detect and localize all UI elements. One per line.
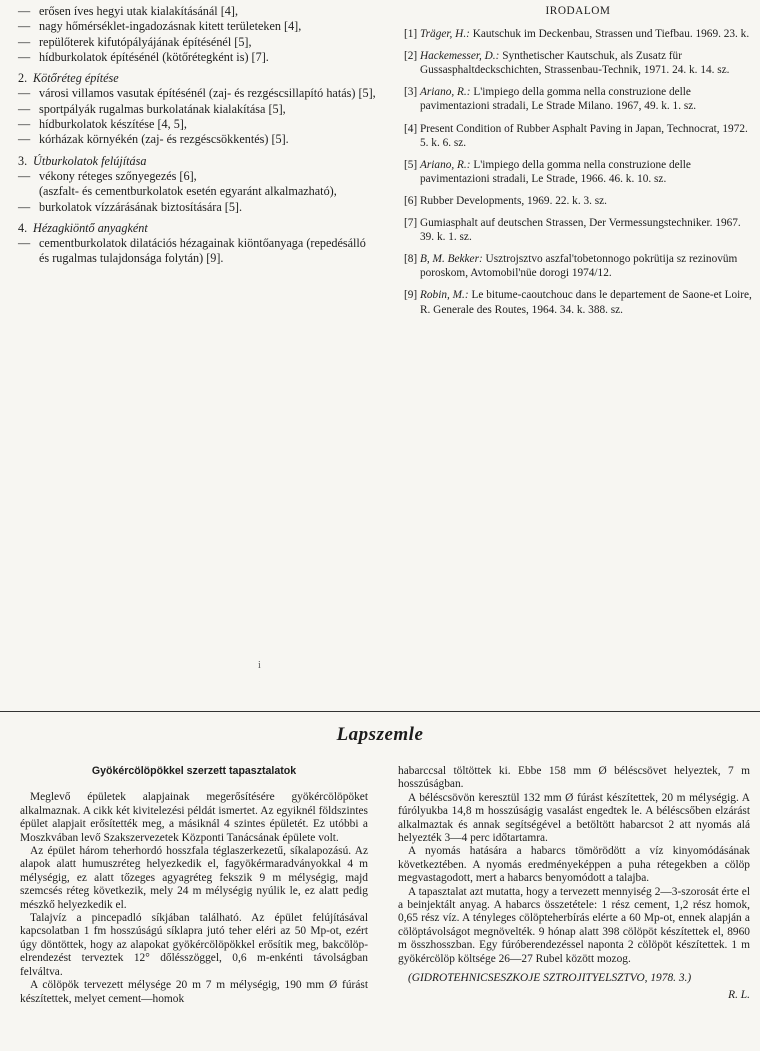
reference-number: [5] [404, 158, 418, 171]
list-item-text: erősen íves hegyi utak kialakításánál [4], [39, 4, 238, 18]
list-item [18, 200, 378, 215]
article-paragraph: A nyomás hatására a habarcs tömörödött a víz kinyomódásának következtében. A nyomás eredményeképpen a puha rétegekben a cölöp megvastagodott, mert a habarcs benyomódott a talajba. [398, 845, 750, 885]
reference-item [404, 122, 752, 150]
list-item-text: burkolatok vízzárásának biztosítására [5]. [39, 199, 243, 214]
list-item [18, 102, 378, 117]
list-item [18, 86, 378, 101]
application-sections [18, 71, 378, 267]
article-paragraph: Talajvíz a pincepadló síkjában található. Az épület felújításával kapcsolatban 1 fm hosszúságú síklapra jutó teher eléri az 50 Mp-ot, ezért úgy döntöttek, hogy az alapokat gyökércölöpökkel erősítik meg, bakcölöp-elrendezést terveztek 12° dőlésszöggel, 0,6 m-enkénti távolságban felváltva. [20, 912, 368, 978]
references-heading: IRODALOM [545, 5, 611, 17]
article-signature: R. L. [728, 988, 750, 1001]
article-title: Gyökércölöpökkel szerzett tapasztalatok [91, 765, 297, 777]
section-note: (aszfalt- és cementburkolatok esetén egyaránt alkalmazható), [39, 184, 337, 199]
reference-author: B, M. Bekker: [420, 253, 483, 266]
reference-body: Usztrojsztvo aszfal'tobetonnogo pokrütija sz rezinovüm poroskom, Avtomobil'nüe dorogi 1974/12. [420, 253, 738, 280]
reference-item [404, 288, 752, 316]
dash-bullet: — [18, 236, 31, 251]
list-item [18, 236, 378, 267]
reference-text [420, 85, 752, 113]
article-paragraph: A tapasztalat azt mutatta, hogy a tervezett mennyiség 2—3-szorosát érte el a beinjektált anyag. A habarcs összetétele: 1 rész cement, 1,2 rész homok, 0,65 rész víz. A tényleges cölöpteherbírás elérte a 60 Mp-ot, ennek alapján a cölöptávolságot megnövelték. 9 hónap alatt 398 cölöpöt készítettek el, 8960 m összhosszban. Egy fúróberendezéssel naponta 2 cölöpöt készítettek. 1 m gyökércölöp költsége 26—27 Rubel között mozog. [398, 885, 750, 965]
list-item-text: hídburkolatok építésénél (kötőrétegként is) [7]. [39, 49, 269, 64]
reference-item [404, 252, 752, 280]
dash-bullet: — [18, 199, 31, 214]
reference-text [420, 288, 752, 316]
section-divider [0, 711, 760, 712]
section-title: Lapszemle [336, 724, 424, 745]
reference-number: [2] [404, 50, 418, 63]
reference-item [404, 27, 752, 41]
dash-bullet: — [18, 132, 31, 147]
reference-body: Le bitume-caoutchouc dans le departement de Saone-et Loire, R. Generale des Routes, 1964. 34. k. 388. sz. [420, 289, 752, 316]
reference-number: [7] [404, 217, 418, 230]
article-paragraph: Meglevő épületek alapjainak megerősítésére gyökércölöpöket alkalmaznak. A cikk két kivitelezési példát ismertet. Az egyiknél földszintes épület alapjait erősítették meg, a másiknál 4 szintes épületét. Ez utóbbi a Moszkvában levő Szakszervezetek Központi Tanácsának épülete volt. [20, 791, 368, 844]
article-paragraph: habarccsal töltöttek ki. Ebbe 158 mm Ø béléscsövet helyeztek, 7 m hosszúságban. [398, 765, 750, 791]
section-title: Hézagkiöntő anyagként [33, 220, 148, 235]
reference-author: Robin, M.: [420, 289, 469, 302]
article-right-column [398, 765, 750, 1002]
reference-text [420, 194, 752, 208]
reference-text [420, 158, 752, 186]
section-title: Kötőréteg építése [33, 71, 119, 86]
continued-list [18, 4, 378, 65]
section-number: 2. [18, 71, 28, 86]
dash-bullet: — [18, 101, 31, 116]
reference-text [420, 216, 752, 244]
reference-author: Träger, H.: [420, 28, 470, 41]
dash-bullet: — [18, 49, 31, 64]
reference-text [420, 49, 752, 77]
reference-body: Rubber Developments, 1969. 22. k. 3. sz. [420, 194, 607, 207]
dash-bullet: — [18, 34, 31, 49]
list-item [18, 19, 378, 34]
list-item [18, 50, 378, 65]
reference-author: Hackemesser, D.: [420, 50, 500, 63]
reference-author: Ariano, R.: [420, 86, 471, 99]
top-left-column [18, 4, 378, 267]
section-heading [18, 154, 378, 169]
section-title: Útburkolatok felújítása [33, 153, 147, 168]
reference-number: [6] [404, 194, 418, 207]
list-item-text: hídburkolatok készítése [4, 5], [39, 117, 187, 132]
dash-bullet: — [18, 19, 31, 34]
reference-item [404, 49, 752, 77]
article-paragraph: A béléscsövön keresztül 132 mm Ø fúrást készítettek, 20 m mélységig. A fúrólyukba 14,8 m hosszúságig vasalást engedtek le. A béléscsőben elzárást alkalmaztak és annak segítségével a betöltött habarcsot 2 att nyomás alá helyezték 3—4 perc időtartamra. [398, 791, 750, 845]
list-item-text: kórházak környékén (zaj- és rezgéscsökkentés) [5]. [39, 132, 289, 147]
reference-body: L'impiego della gomma nella construzione delle pavimentazioni stradali, Le Strade, 1966. 46. k. 10. sz. [420, 158, 691, 185]
section-heading [18, 71, 378, 86]
list-item-text: vékony réteges szőnyegezés [6], [39, 168, 197, 183]
list-item [18, 132, 378, 147]
list-item [18, 169, 378, 184]
list-item-text: repülőterek kifutópályájának építésénél [5], [39, 34, 252, 49]
reference-text [420, 27, 752, 41]
article-left-paragraphs [20, 791, 368, 1006]
reference-text [420, 252, 752, 280]
reference-body: Gumiasphalt auf deutschen Strassen, Der Vermessungstechniker. 1967. 39. k. 1. sz. [420, 217, 741, 244]
list-item-text: nagy hőmérséklet-ingadozásnak kitett területeken [4], [39, 19, 302, 34]
reference-item [404, 216, 752, 244]
reference-number: [3] [404, 86, 418, 99]
reference-item [404, 85, 752, 113]
references-list [404, 27, 752, 317]
reference-text [420, 122, 752, 150]
reference-number: [4] [404, 122, 418, 135]
article-left-column [20, 765, 368, 1006]
article-paragraph: Az épület három teherhordó hosszfala téglaszerkezetű, síkalapozású. Az alapok alatt humuszréteg helyezkedik el, fagyökérmaradványokkal 4 m mélységig, ez alatt tőzeges agyagréteg fekszik 9 m mélységig, majd szemcsés réteg következik, mely 24 m mélységig nyúlik le, ez alatt pedig mészkő helyezkedik el. [20, 845, 368, 911]
article-right-paragraphs [398, 765, 750, 966]
article-source: (GIDROTEHNICSESZKOJE SZTROJITYELSZTVO, 1978. 3.) [408, 972, 692, 985]
reference-body: Present Condition of Rubber Asphalt Paving in Japan, Technocrat, 1972. 5. k. 6. sz. [420, 122, 748, 149]
list-item [18, 35, 378, 50]
list-item [18, 117, 378, 132]
reference-author: Ariano, R.: [420, 158, 471, 171]
dash-bullet: — [18, 4, 31, 18]
reference-item [404, 158, 752, 186]
article-paragraph: A cölöpök tervezett mélysége 20 m 7 m mélységig, 190 mm Ø fúrást készítettek, melyet cement—homok [20, 979, 368, 1005]
list-item-text: városi villamos vasutak építésénél (zaj- és rezgéscsillapító hatás) [5], [39, 86, 376, 101]
dash-bullet: — [18, 86, 31, 101]
reference-body: Synthetischer Kautschuk, als Zusatz für Gussasphaltdeckschichten, Strassenbau-Technik, 1971. 24. k. 14. sz. [420, 50, 730, 77]
references-column [404, 4, 752, 325]
list-item-text: sportpályák rugalmas burkolatának kialakítása [5], [39, 101, 286, 116]
reference-body: Kautschuk im Deckenbau, Strassen und Tiefbau. 1969. 23. k. [469, 28, 750, 41]
reference-number: [8] [404, 253, 418, 266]
reference-item [404, 194, 752, 208]
page-mark: i [258, 660, 261, 671]
list-item [18, 4, 378, 19]
reference-number: [1] [404, 28, 418, 41]
reference-number: [9] [404, 289, 418, 302]
dash-bullet: — [18, 117, 31, 132]
section-number: 3. [18, 153, 28, 168]
list-item-text: cementburkolatok dilatációs hézagainak kiöntőanyaga (repedésálló és rugalmas tulajdonsága folytán) [9]. [39, 236, 366, 266]
section-heading [18, 221, 378, 236]
dash-bullet: — [18, 168, 31, 183]
reference-body: L'impiego della gomma nella construzione delle pavimentazioni stradali, Le Strade Milano. 1967, 49. k. 1. sz. [420, 86, 697, 113]
section-number: 4. [18, 220, 28, 235]
